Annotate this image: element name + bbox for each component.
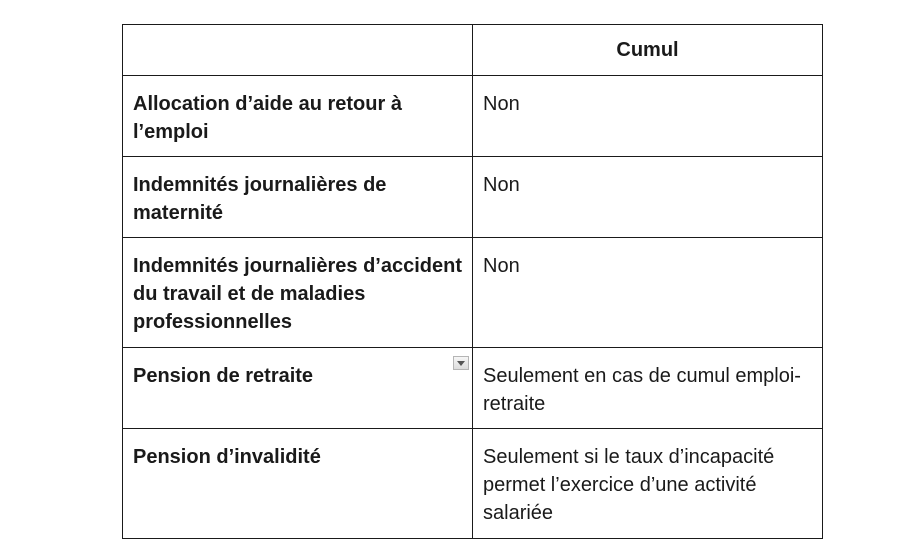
row-value: Seulement en cas de cumul emploi-retraite [473, 348, 823, 429]
table-header-row [123, 25, 823, 76]
row-value: Non [473, 76, 823, 157]
row-value: Non [473, 238, 823, 348]
cumul-table [122, 24, 823, 539]
table-row [123, 157, 823, 238]
row-label: Pension de retraite [133, 365, 314, 387]
column-header-cumul: Cumul [473, 25, 823, 76]
row-label-cell [123, 348, 473, 429]
table-corner-cell [123, 25, 473, 76]
row-value: Seulement si le taux d’incapacité permet l’exercice d’une activité salariée [473, 429, 823, 539]
cumul-table-container [122, 24, 823, 539]
chevron-down-icon[interactable] [453, 356, 469, 370]
row-label: Indemnités journalières de maternité [123, 157, 473, 238]
row-label: Indemnités journalières d’accident du travail et de maladies professionnelles [123, 238, 473, 348]
row-label: Allocation d’aide au retour à l’emploi [123, 76, 473, 157]
row-value: Non [473, 157, 823, 238]
table-row [123, 76, 823, 157]
table-row [123, 429, 823, 539]
row-label: Pension d’invalidité [123, 429, 473, 539]
table-row [123, 348, 823, 429]
table-row [123, 238, 823, 348]
